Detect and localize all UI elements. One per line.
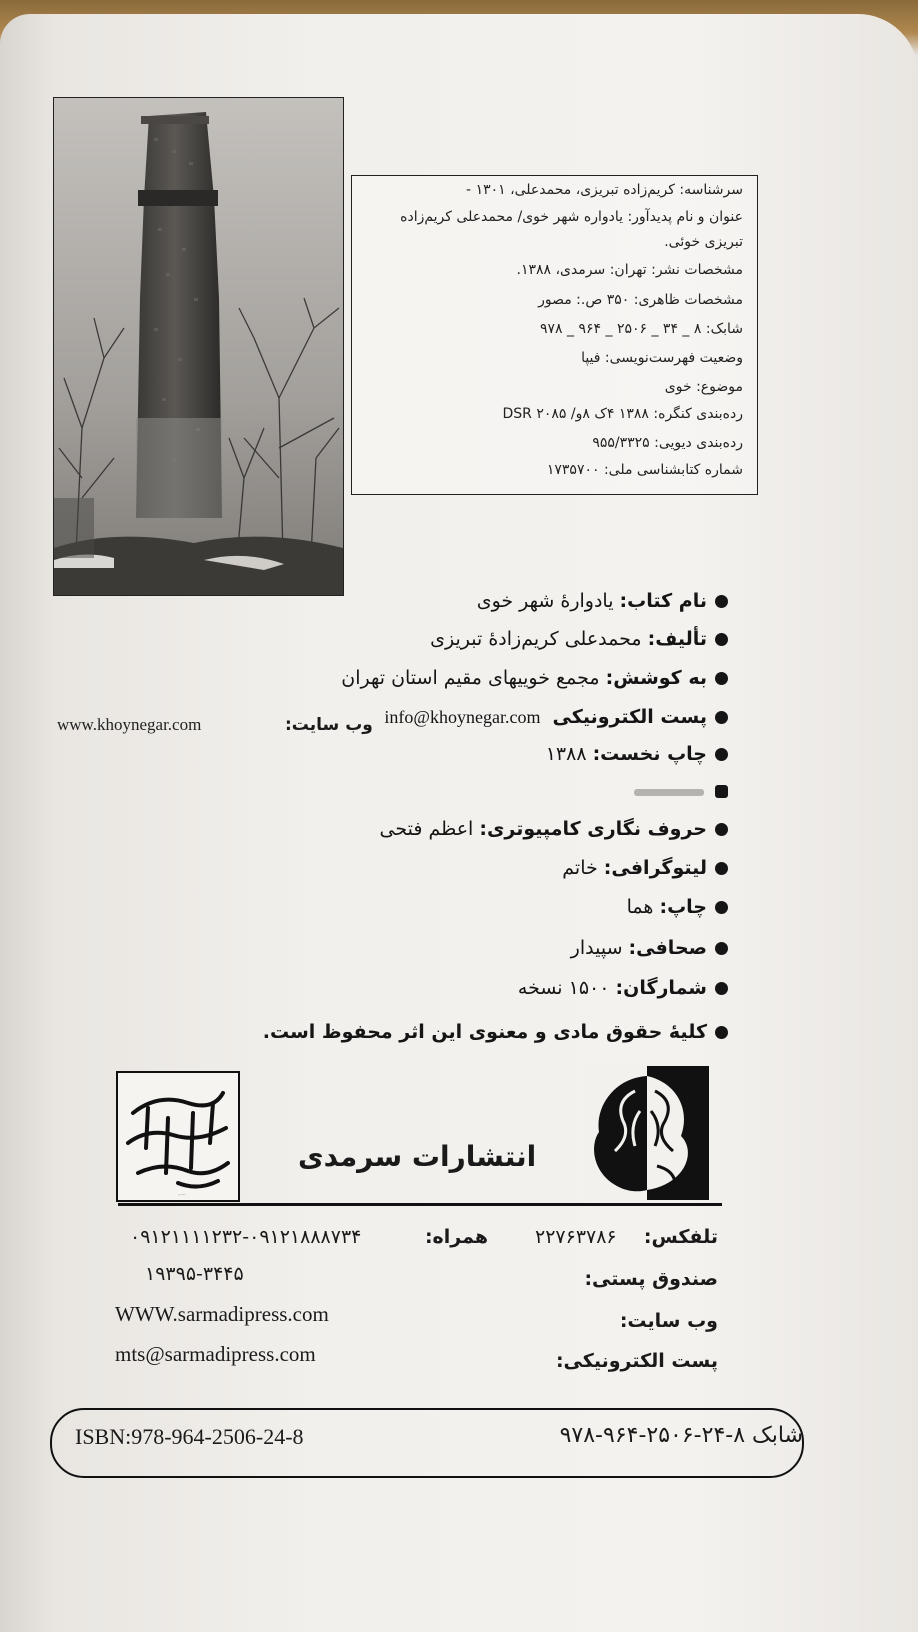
minaret-illustration (54, 98, 343, 595)
credit-value: info@khoynegar.com (384, 707, 541, 727)
floral-logo-mark (585, 1066, 709, 1200)
bullet-icon (715, 711, 728, 724)
website-value: www.khoynegar.com (57, 715, 202, 734)
bullet-icon (715, 633, 728, 646)
bullet-icon (715, 823, 728, 836)
credit-binding (571, 937, 728, 959)
rights-text: کلیهٔ حقوق مادی و معنوی این اثر محفوظ است. (262, 1021, 707, 1043)
cip-line: تبریزی خوئی. (664, 234, 743, 250)
credit-print (627, 896, 728, 918)
credit-first-print (546, 743, 728, 765)
cip-line: مشخصات ظاهری: ۳۵۰ ص.: مصور (538, 292, 743, 308)
bullet-icon (715, 982, 728, 995)
logo-text: انتشارات سرمدی (178, 1195, 186, 1196)
calligraphy-logo-mark (118, 1073, 238, 1200)
credit-author (430, 628, 728, 650)
bullet-icon (715, 672, 728, 685)
contact-email-label: پست الکترونیکی: (555, 1350, 718, 1372)
isbn-persian: شابک ۸-۲۴-۲۵۰۶-۹۶۴-۹۷۸ (559, 1423, 803, 1448)
pobox-label: صندوق پستی: (584, 1268, 718, 1290)
site-label: وب سایت: (619, 1310, 718, 1332)
redacted-line (618, 783, 728, 801)
credit-value: خاتم (562, 857, 598, 879)
credit-typesetting (380, 818, 729, 840)
credit-effort (341, 667, 728, 689)
isbn-latin: ISBN:978-964-2506-24-8 (75, 1424, 304, 1449)
bullet-icon (715, 748, 728, 761)
calligraphy-logo (116, 1071, 240, 1202)
bullet-icon (715, 785, 728, 798)
cataloging-box (351, 175, 758, 495)
credit-value: هما (626, 896, 654, 918)
telfax-value: ۲۲۷۶۳۷۸۶ (535, 1226, 617, 1248)
credit-label: چاپ نخست: (592, 743, 707, 765)
cip-line: سرشناسه: کریم‌زاده تبریزی، محمدعلی، ۱۳۰۱ - (466, 182, 743, 198)
cip-line: شابک: ۸ _ ۳۴ _ ۲۵۰۶ _ ۹۶۴ _ ۹۷۸ (540, 321, 743, 337)
divider (118, 1203, 722, 1206)
credit-value: اعظم فتحی (379, 818, 474, 840)
cip-line: شماره کتابشناسی ملی: ۱۷۳۵۷۰۰ (546, 462, 743, 478)
bullet-icon (715, 862, 728, 875)
minaret-photo (53, 97, 344, 596)
mobile-label: همراه: (424, 1226, 488, 1248)
cip-line: موضوع: خوی (664, 379, 743, 395)
credit-book-name (477, 590, 728, 612)
credit-circulation (518, 977, 728, 999)
cip-line: رده‌بندی دیویی: ۹۵۵/۳۳۲۵ (592, 435, 743, 451)
credit-value: ۱۳۸۸ (545, 743, 587, 765)
credit-value: مجمع خوییهای مقیم استان تهران (341, 667, 600, 689)
bullet-icon (715, 595, 728, 608)
credit-value: یادوارهٔ شهر خوی (476, 590, 614, 612)
credit-label: به کوشش: (605, 667, 707, 689)
credit-value: سپیدار (570, 937, 623, 959)
credit-label: تألیف: (647, 628, 707, 650)
bullet-icon (715, 942, 728, 955)
publisher-name: انتشارات سرمدی (298, 1140, 537, 1173)
contact-email-value: mts@sarmadipress.com (115, 1342, 316, 1366)
credit-label: لیتوگرافی: (603, 857, 707, 879)
credit-label: حروف نگاری کامپیوتری: (479, 818, 707, 840)
bullet-icon (715, 901, 728, 914)
mobile-value: ۰۹۱۲۱۱۱۱۲۳۲-۰۹۱۲۱۸۸۸۷۳۴ (130, 1226, 362, 1248)
cip-line: وضعیت فهرست‌نویسی: فیپا (581, 350, 743, 366)
credit-rights (263, 1021, 728, 1043)
credit-email (384, 706, 728, 728)
floral-logo (585, 1066, 709, 1200)
credit-value: محمدعلی کریم‌زادهٔ تبریزی (430, 628, 642, 650)
credit-label: نام کتاب: (619, 590, 707, 612)
blurred-text (634, 789, 704, 796)
cip-line: مشخصات نشر: تهران: سرمدی، ۱۳۸۸. (516, 262, 743, 278)
telfax-label: تلفکس: (643, 1226, 718, 1248)
credit-label: چاپ: (659, 896, 707, 918)
credit-label: صحافی: (628, 937, 707, 959)
credit-lithography (562, 857, 728, 879)
bullet-icon (715, 1026, 728, 1039)
website-label: وب سایت: (285, 715, 373, 735)
pobox-value: ۱۹۳۹۵-۳۴۴۵ (145, 1263, 244, 1285)
cip-line: عنوان و نام پدیدآور: یادواره شهر خوی/ محمدعلی کریم‌زاده (400, 209, 743, 225)
cip-line: رده‌بندی کنگره: ۱۳۸۸ ۴ک ۸و/ DSR ۲۰۸۵ (502, 406, 743, 422)
site-value: WWW.sarmadipress.com (115, 1302, 329, 1326)
credit-label: شمارگان: (615, 977, 707, 999)
credit-label: پست الکترونیکی (552, 706, 707, 728)
credit-value: ۱۵۰۰ نسخه (517, 977, 610, 999)
